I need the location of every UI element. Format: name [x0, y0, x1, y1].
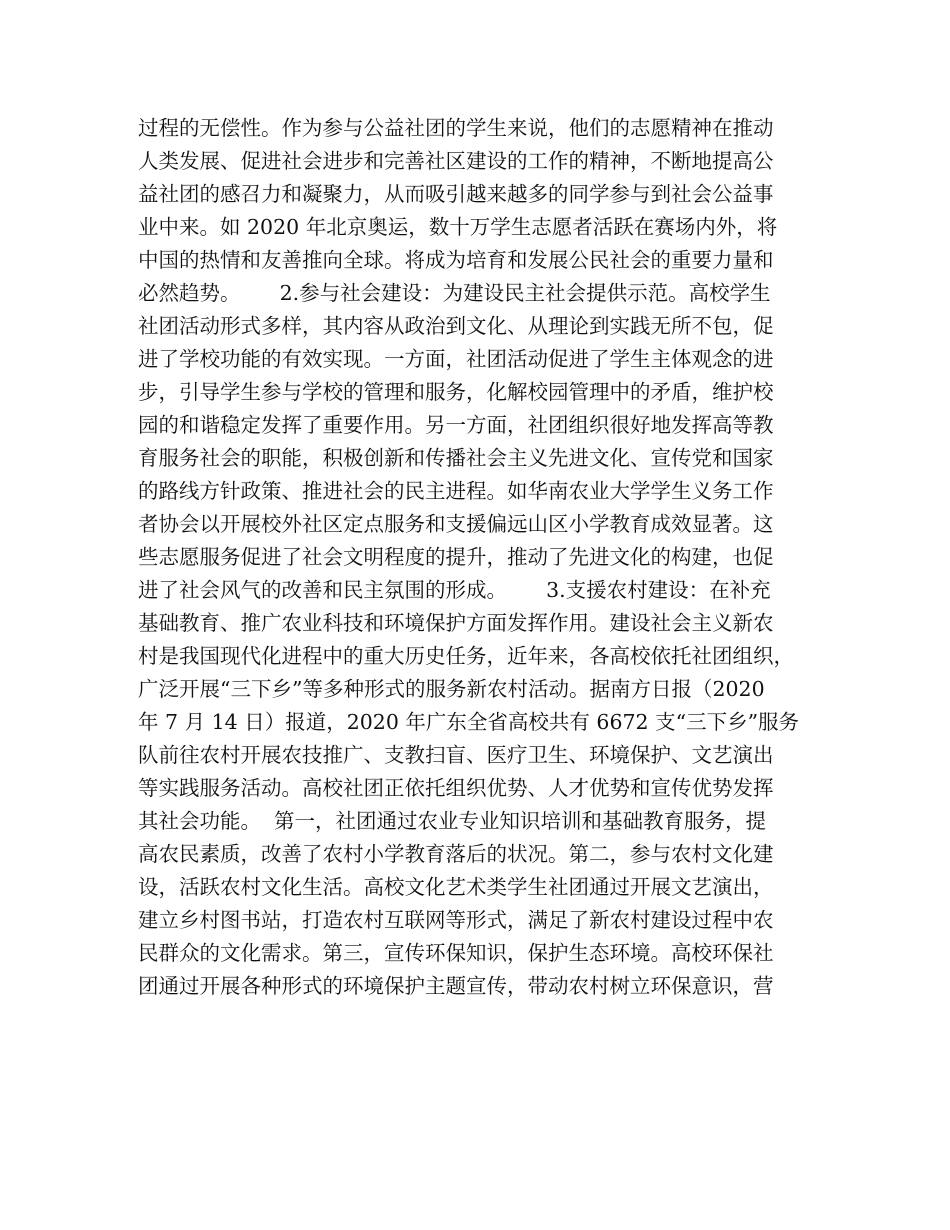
text-line-10: 园的和谐稳定发挥了重要作用。另一方面，社团组织很好地发挥高等教: [138, 413, 774, 437]
text-line-14: 些志愿服务促进了社会文明程度的提升，推动了先进文化的构建，也促: [138, 545, 774, 569]
text-line-1: 过程的无偿性。作为参与公益社团的学生来说，他们的志愿精神在推动: [138, 116, 774, 140]
text-line-11: 育服务社会的职能，积极创新和传播社会主义先进文化、宣传党和国家: [138, 446, 774, 470]
text-line-27: 团通过开展各种形式的环境保护主题宣传，带动农村树立环保意识，营: [138, 974, 774, 998]
text-line-7: 社团活动形式多样，其内容从政治到文化、从理论到实践无所不包，促: [138, 314, 774, 338]
text-line-15: 进了社会风气的改善和民主氛围的形成。 3.支援农村建设：在补充: [138, 578, 771, 602]
text-line-3: 益社团的感召力和凝聚力，从而吸引越来越多的同学参与到社会公益事: [138, 182, 774, 206]
text-line-6: 必然趋势。 2.参与社会建设：为建设民主社会提供示范。高校学生: [138, 281, 771, 305]
text-line-17: 村是我国现代化进程中的重大历史任务，近年来，各高校依托社团组织，: [138, 644, 794, 668]
text-line-4: 业中来。如 2020 年北京奥运，数十万学生志愿者活跃在赛场内外，将: [138, 215, 778, 239]
text-line-5: 中国的热情和友善推向全球。将成为培育和发展公民社会的重要力量和: [138, 248, 774, 272]
text-line-9: 步，引导学生参与学校的管理和服务，化解校园管理中的矛盾，维护校: [138, 380, 774, 404]
text-line-23: 高农民素质，改善了农村小学教育落后的状况。第二，参与农村文化建: [138, 842, 774, 866]
text-line-22: 其社会功能。 第一，社团通过农业专业知识培训和基础教育服务，提: [138, 809, 767, 833]
text-line-21: 等实践服务活动。高校社团正依托组织优势、人才优势和宣传优势发挥: [138, 776, 774, 800]
text-line-16: 基础教育、推广农业科技和环境保护方面发挥作用。建设社会主义新农: [138, 611, 774, 635]
text-line-12: 的路线方针政策、推进社会的民主进程。如华南农业大学学生义务工作: [138, 479, 774, 503]
text-line-24: 设，活跃农村文化生活。高校文化艺术类学生社团通过开展文艺演出，: [138, 875, 774, 899]
text-line-19: 年 7 月 14 日）报道，2020 年广东全省高校共有 6672 支“三下乡”服务: [138, 710, 800, 734]
text-line-25: 建立乡村图书站，打造农村互联网等形式，满足了新农村建设过程中农: [138, 908, 774, 932]
body-text: [138, 112, 828, 1003]
text-line-26: 民群众的文化需求。第三，宣传环保知识，保护生态环境。高校环保社: [138, 941, 774, 965]
text-line-20: 队前往农村开展农技推广、支教扫盲、医疗卫生、环境保护、文艺演出: [138, 743, 774, 767]
text-line-8: 进了学校功能的有效实现。一方面，社团活动促进了学生主体观念的进: [138, 347, 774, 371]
text-line-2: 人类发展、促进社会进步和完善社区建设的工作的精神，不断地提高公: [138, 149, 774, 173]
text-line-18: 广泛开展“三下乡”等多种形式的服务新农村活动。据南方日报（2020: [138, 677, 765, 701]
text-line-13: 者协会以开展校外社区定点服务和支援偏远山区小学教育成效显著。这: [138, 512, 774, 536]
